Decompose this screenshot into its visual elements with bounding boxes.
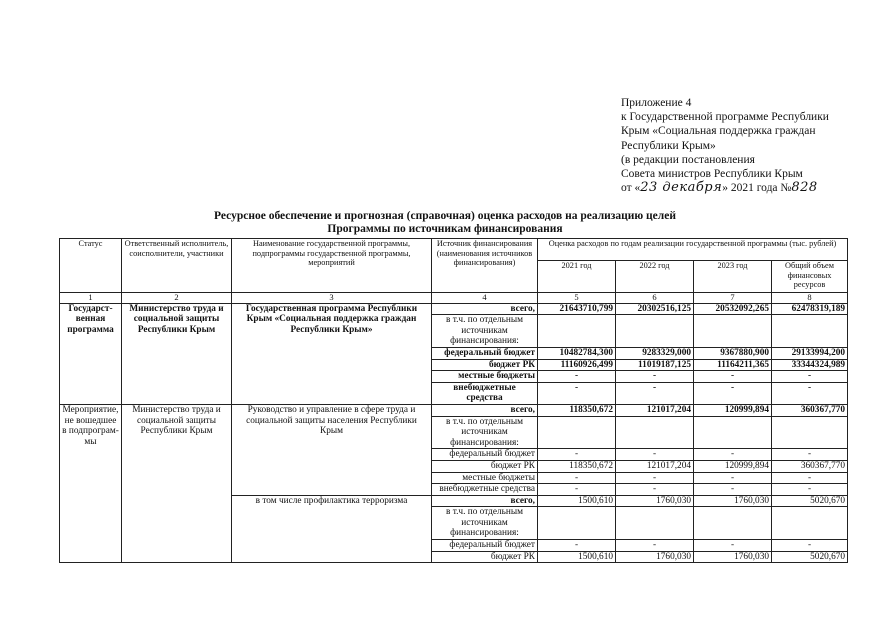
value-2022: 1760,030 xyxy=(616,551,694,563)
value-total xyxy=(772,507,848,540)
value-total: 360367,770 xyxy=(772,460,848,472)
value-2022: - xyxy=(616,382,694,404)
value-total: - xyxy=(772,484,848,496)
value-2022: - xyxy=(616,484,694,496)
value-2021: - xyxy=(538,484,616,496)
resources-table xyxy=(59,238,848,563)
value-2021: 1500,610 xyxy=(538,551,616,563)
value-2023: - xyxy=(694,540,772,552)
appendix-header xyxy=(621,96,881,195)
header-2023: 2023 год xyxy=(694,261,772,293)
value-2022: 1760,030 xyxy=(616,495,694,507)
col-number: 7 xyxy=(694,293,772,304)
program-cell: Руководство и управление в сфере труда и социальной защиты населения Республики Крым xyxy=(232,404,432,495)
value-2023: - xyxy=(694,484,772,496)
appendix-line: Приложение 4 xyxy=(621,97,692,109)
source-cell: в т.ч. по отдельным источникам финансирования: xyxy=(432,507,538,540)
program-cell: в том числе профилактика терроризма xyxy=(232,495,432,563)
value-total: 62478319,189 xyxy=(772,303,848,315)
value-2021: - xyxy=(538,382,616,404)
source-cell: федеральный бюджет xyxy=(432,347,538,359)
value-2022: 11019187,125 xyxy=(616,359,694,371)
date-prefix: от « xyxy=(621,182,641,195)
value-2021: - xyxy=(538,371,616,383)
value-2021: 21643710,799 xyxy=(538,303,616,315)
value-2021: 118350,672 xyxy=(538,404,616,416)
appendix-line: (в редакции постановления xyxy=(621,153,755,166)
source-cell: внебюджетные средства xyxy=(432,484,538,496)
handwritten-date: 23 декабря xyxy=(640,180,723,196)
header-estimate: Оценка расходов по годам реализации государственной программы (тыс. рублей) xyxy=(538,239,848,261)
table-row xyxy=(60,404,848,416)
value-2023: - xyxy=(694,449,772,461)
value-2022: - xyxy=(616,449,694,461)
value-total xyxy=(772,315,848,348)
value-2022: 20302516,125 xyxy=(616,303,694,315)
source-cell: всего, xyxy=(432,404,538,416)
value-2021: 11160926,499 xyxy=(538,359,616,371)
col-number: 2 xyxy=(122,293,232,304)
value-2023: 1760,030 xyxy=(694,551,772,563)
value-total: - xyxy=(772,382,848,404)
value-2021: - xyxy=(538,540,616,552)
header-2022: 2022 год xyxy=(616,261,694,293)
value-total: 29133994,200 xyxy=(772,347,848,359)
value-2022: 121017,204 xyxy=(616,460,694,472)
status-cell: Государст-венная программа xyxy=(60,303,122,404)
header-2021: 2021 год xyxy=(538,261,616,293)
value-2022: - xyxy=(616,540,694,552)
header-program: Наименование государственной программы, подпрограммы государственной программы, мероприятий xyxy=(232,239,432,293)
source-cell: в т.ч. по отдельным источникам финансирования: xyxy=(432,416,538,449)
value-2023: - xyxy=(694,382,772,404)
source-cell: федеральный бюджет xyxy=(432,540,538,552)
value-2023 xyxy=(694,416,772,449)
value-2022: - xyxy=(616,472,694,484)
source-cell: местные бюджеты xyxy=(432,371,538,383)
col-number: 6 xyxy=(616,293,694,304)
value-2021 xyxy=(538,315,616,348)
value-2023: 11164211,365 xyxy=(694,359,772,371)
appendix-date-line: от «23 декабря» 2021 года №828 xyxy=(621,180,818,196)
value-2022: 9283329,000 xyxy=(616,347,694,359)
appendix-line: к Государственной программе Республики xyxy=(621,111,829,124)
value-total: - xyxy=(772,472,848,484)
value-total: 33344324,989 xyxy=(772,359,848,371)
value-2022 xyxy=(616,507,694,540)
value-2021 xyxy=(538,416,616,449)
appendix-line: Совета министров Республики Крым xyxy=(621,168,803,181)
value-2021: 1500,610 xyxy=(538,495,616,507)
handwritten-number: 828 xyxy=(791,180,818,196)
value-total: - xyxy=(772,540,848,552)
col-number: 3 xyxy=(232,293,432,304)
source-cell: всего, xyxy=(432,495,538,507)
value-total xyxy=(772,416,848,449)
source-cell: бюджет РК xyxy=(432,460,538,472)
col-number: 1 xyxy=(60,293,122,304)
header-responsible: Ответственный исполнитель, соисполнители, участники xyxy=(122,239,232,293)
program-cell: Государственная программа Республики Крым «Социальная поддержка граждан Республики Крым» xyxy=(232,303,432,404)
value-2022: - xyxy=(616,371,694,383)
value-2023: 1760,030 xyxy=(694,495,772,507)
source-cell: бюджет РК xyxy=(432,551,538,563)
value-2021: - xyxy=(538,472,616,484)
appendix-line: Крым «Социальная поддержка граждан xyxy=(621,125,816,138)
value-2023: 120999,894 xyxy=(694,404,772,416)
header-total: Общий объем финансовых ресурсов xyxy=(772,261,848,293)
col-number: 4 xyxy=(432,293,538,304)
value-2023: 9367880,900 xyxy=(694,347,772,359)
date-year: 2021 года № xyxy=(730,182,792,195)
value-total: 5020,670 xyxy=(772,551,848,563)
value-2023: 20532092,265 xyxy=(694,303,772,315)
header-source: Источник финансирования (наименования источников финансирования) xyxy=(432,239,538,293)
source-cell: внебюджетные средства xyxy=(432,382,538,404)
responsible-cell: Министерство труда и социальной защиты Республики Крым xyxy=(122,303,232,404)
table-row xyxy=(60,303,848,315)
value-2023 xyxy=(694,507,772,540)
document-subtitle: Программы по источникам финансирования xyxy=(327,223,563,235)
source-cell: бюджет РК xyxy=(432,359,538,371)
value-2023 xyxy=(694,315,772,348)
source-cell: федеральный бюджет xyxy=(432,449,538,461)
document-title: Ресурсное обеспечение и прогнозная (справочная) оценка расходов на реализацию целей xyxy=(214,210,676,222)
status-cell: Мероприятие, не вошедшее в подпрограм-мы xyxy=(60,404,122,562)
value-2023: 120999,894 xyxy=(694,460,772,472)
value-total: 5020,670 xyxy=(772,495,848,507)
col-number: 5 xyxy=(538,293,616,304)
source-cell: всего, xyxy=(432,303,538,315)
value-2022: 121017,204 xyxy=(616,404,694,416)
responsible-cell: Министерство труда и социальной защиты Республики Крым xyxy=(122,404,232,562)
value-2021: 118350,672 xyxy=(538,460,616,472)
value-2023: - xyxy=(694,472,772,484)
appendix-line: Республики Крым» xyxy=(621,139,716,152)
value-2021: 10482784,300 xyxy=(538,347,616,359)
source-cell: в т.ч. по отдельным источникам финансирования: xyxy=(432,315,538,348)
source-cell: местные бюджеты xyxy=(432,472,538,484)
value-2022 xyxy=(616,416,694,449)
value-total: - xyxy=(772,449,848,461)
value-total: 360367,770 xyxy=(772,404,848,416)
value-total: - xyxy=(772,371,848,383)
col-number: 8 xyxy=(772,293,848,304)
value-2023: - xyxy=(694,371,772,383)
value-2022 xyxy=(616,315,694,348)
value-2021: - xyxy=(538,449,616,461)
value-2021 xyxy=(538,507,616,540)
header-status: Статус xyxy=(60,239,122,293)
